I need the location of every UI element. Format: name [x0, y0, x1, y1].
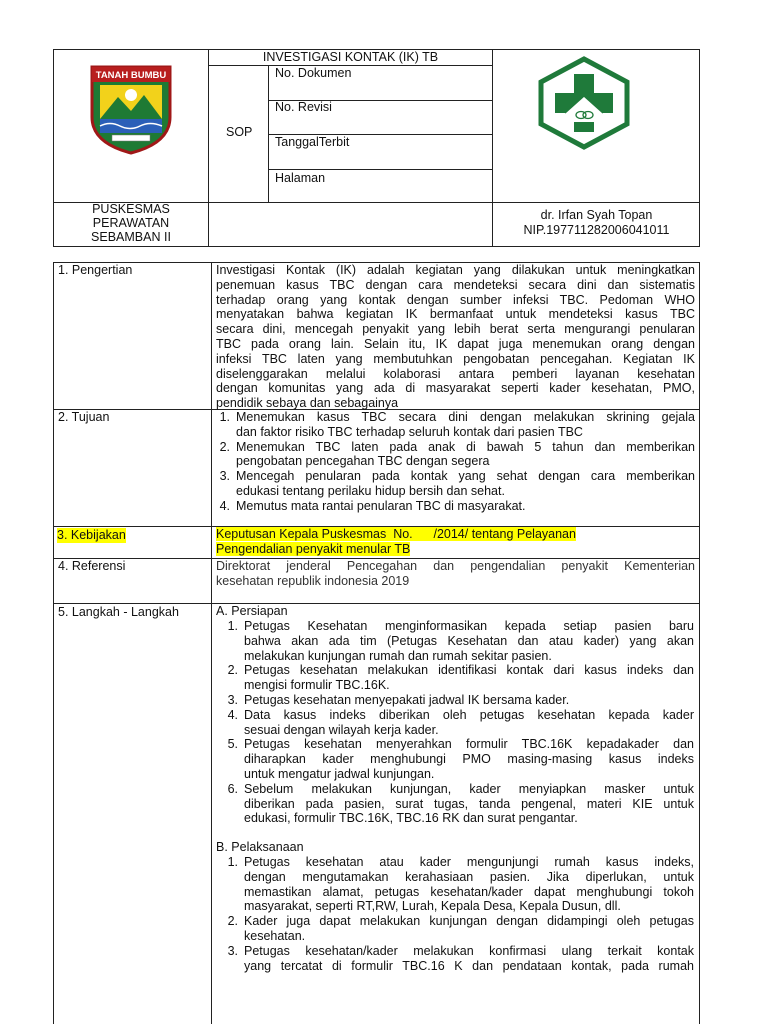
pengertian-line: terhadap orang yang kontak dengan sumber infeksi TBC. Pedoman WHO [216, 292, 695, 307]
list-line: diharapkan kader menghubungi PMO masing-masing kasus indeks [244, 752, 694, 767]
list-line: Petugas kesehatan atau kader mengunjungi rumah kasus indeks, [244, 855, 694, 869]
list-line: mengisi formulir TBC.16K. [244, 678, 390, 693]
puskesmas-logo [535, 56, 633, 150]
section-label-pengertian: 1. Pengertian [58, 263, 133, 277]
section-label-langkah: 5. Langkah - Langkah [58, 605, 179, 619]
organization-name-line: PERAWATAN [92, 216, 170, 230]
list-line: masyarakat, seperti RT,RW, Lurah, Kepala Desa, Kepala Dusun, dll. [244, 899, 621, 914]
list-line: untuk mengatur jadwal kunjungan. [244, 766, 435, 781]
list-line: Sebelum melakukan kunjungan, kader menyiapkan masker untuk [244, 781, 694, 796]
signer-nip: NIP.197711282006041011 [523, 223, 670, 237]
list-item [220, 737, 694, 781]
list-line: Mencegah penularan pada kontak yang sehat dengan cara memberikan [236, 469, 695, 484]
list-number: 3. [227, 943, 238, 958]
pengertian-line: diselenggarakan melalui kolaborasi antara pemberi layanan kesehatan [216, 366, 695, 381]
list-line: dengan mengutamakan kerahasiaan pasien. Jika diperlukan, untuk [244, 869, 694, 884]
list-line: bahwa akan ada tim (Petugas Kesehatan dan atau kader) yang akan [244, 633, 694, 648]
list-number: 2. [227, 914, 238, 929]
list-line: Menemukan TBC laten pada anak di bawah 5 tahun dan memberikan [236, 439, 695, 454]
list-item [212, 410, 695, 440]
list-number: 3. [219, 469, 230, 484]
list-line: diberikan pada pasien, surat tugas, tanda pengenal, materi KIE untuk [244, 796, 694, 811]
list-line: dan faktor risiko TBC terhadap seluruh kontak dari pasien TBC [236, 424, 583, 439]
kebijakan-text [216, 527, 576, 557]
list-line: sesuai dengan wilayah kerja kader. [244, 722, 439, 737]
tujuan-list [212, 410, 695, 514]
pengertian-line: infeksi TBC laten yang membutuhkan pengobatan pencegahan. Kegiatan IK [216, 351, 695, 366]
pengertian-line: secara dini, mencegah penyakit yang lebih berat serta mengurangi penularan [216, 322, 695, 337]
pengertian-line: pendidik sebaya dan sebagainya [216, 396, 399, 411]
list-number: 3. [227, 692, 238, 707]
persiapan-heading: A. Persiapan [216, 604, 288, 618]
sop-label: SOP [226, 125, 253, 139]
list-number: 5. [227, 737, 238, 752]
list-line: Data kasus indeks diberikan oleh petugas kesehatan kepada kader [244, 707, 694, 722]
list-item [220, 693, 694, 708]
kebijakan-line: Keputusan Kepala Puskesmas No. /2014/ tentang Pelayanan [216, 527, 576, 541]
svg-text:TANAH BUMBU: TANAH BUMBU [95, 70, 167, 81]
kebijakan-line: Pengendalian penyakit menular TB [216, 542, 411, 556]
referensi-text [216, 559, 695, 589]
list-line: kesehatan. [244, 928, 306, 943]
pelaksanaan-heading: B. Pelaksanaan [216, 840, 304, 854]
list-line: Petugas kesehatan/kader melakukan konfirmasi ulang terkait kontak [244, 943, 694, 958]
pelaksanaan-list [220, 855, 694, 973]
pengertian-line: TBC pada orang lain. Selain itu, IK dapat juga menemukan orang dengan [216, 336, 695, 351]
referensi-line: Direktorat jenderal Pencegahan dan pengendalian penyakit Kementerian [216, 559, 695, 573]
list-line: pengobatan pencegahan TBC dengan segera [236, 454, 490, 469]
document-title: INVESTIGASI KONTAK (IK) TB [262, 50, 439, 64]
list-number: 1. [227, 855, 238, 869]
pengertian-line: Investigasi Kontak (IK) adalah kegiatan yang dilakukan untuk meningkatkan [216, 263, 695, 277]
list-item [220, 619, 694, 663]
list-number: 4. [227, 707, 238, 722]
signer-name: dr. Irfan Syah Topan [540, 208, 653, 222]
organization-name-line: SEBAMBAN II [91, 230, 171, 244]
section-label-tujuan: 2. Tujuan [58, 410, 110, 424]
pengertian-line: penemuan kasus TBC dengan cara mendeteksi secara dini dan sistematis [216, 277, 695, 292]
list-line: Petugas kesehatan menyepakati jadwal IK bersama kader. [244, 692, 570, 707]
list-number: 2. [227, 663, 238, 678]
list-line: edukasi tentang perilaku hidup bersih dan sehat. [236, 483, 505, 498]
section-label-kebijakan: 3. Kebijakan [57, 528, 126, 542]
list-item [220, 855, 694, 914]
list-item [220, 944, 694, 974]
list-line: yang tercatat di formulir TBC.16 K dan pendataan kontak, pada rumah [244, 958, 694, 973]
list-number: 1. [219, 410, 230, 424]
doc-field-halaman: Halaman [275, 171, 326, 185]
list-item [220, 708, 694, 738]
list-line: Petugas kesehatan melakukan identifikasi kontak dari kasus indeks dan [244, 663, 694, 678]
list-item [220, 914, 694, 944]
list-item [212, 440, 695, 470]
list-line: memastikan alamat, petugas kesehatan/kader dapat menghubungi tokoh [244, 884, 694, 899]
organization-name [54, 202, 208, 246]
list-line: edukasi, formulir TBC.16K, TBC.16 RK dan surat pengantar. [244, 811, 578, 826]
list-line: Kader juga dapat melakukan kunjungan dengan didampingi oleh petugas [244, 914, 694, 929]
organization-name-line: PUSKESMAS [92, 202, 170, 216]
list-item [220, 782, 694, 826]
list-line: melakukan kunjungan rumah dan rumah sekitar pasien. [244, 648, 552, 663]
pengertian-line: menyatakan bahwa kegiatan IK bermanfaat untuk mendeteksi kasus TBC [216, 307, 695, 322]
list-line: Menemukan kasus TBC secara dini dengan melakukan skrining gejala [236, 410, 695, 424]
list-number: 2. [219, 439, 230, 454]
referensi-line: kesehatan republik indonesia 2019 [216, 573, 410, 588]
persiapan-list [220, 619, 694, 826]
list-line: Petugas Kesehatan menginformasikan kepada setiap pasien baru [244, 619, 694, 633]
pengertian-text [216, 263, 695, 411]
list-line: Memutus mata rantai penularan TBC di masyarakat. [236, 498, 526, 513]
section-label-referensi: 4. Referensi [58, 559, 126, 573]
list-item [212, 469, 695, 499]
tanah-bumbu-logo [88, 65, 174, 155]
doc-field-tanggal-terbit: TanggalTerbit [275, 135, 350, 149]
list-number: 4. [219, 498, 230, 513]
list-number: 6. [227, 781, 238, 796]
list-line: Petugas kesehatan menyerahkan formulir TBC.16K kepadakader dan [244, 737, 694, 752]
list-item [220, 663, 694, 693]
list-number: 1. [227, 619, 238, 633]
doc-field-no-dokumen: No. Dokumen [275, 66, 352, 80]
doc-field-no-revisi: No. Revisi [275, 100, 332, 114]
pengertian-line: dengan komunitas yang ada di masyarakat seperti kader kesehatan, PMO, [216, 381, 695, 396]
list-item [212, 499, 695, 514]
